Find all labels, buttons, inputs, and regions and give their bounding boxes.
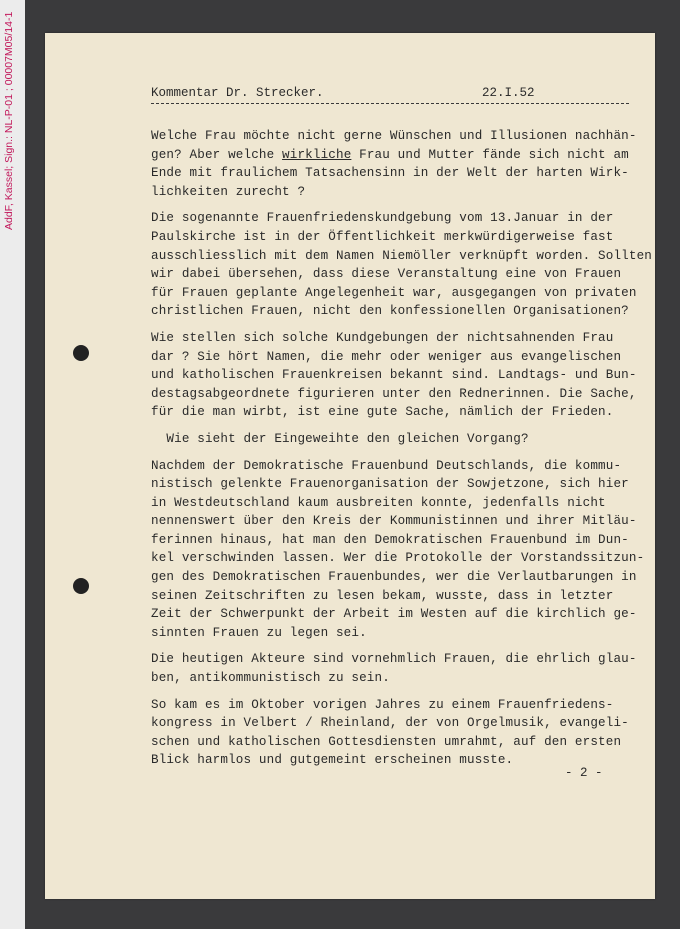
text-line: Zeit der Schwerpunkt der Arbeit im Westen auf die kirchlich ge- <box>151 607 637 622</box>
text-line: Welche Frau möchte nicht gerne Wünschen und Illusionen nachhän- <box>151 129 637 143</box>
text-line: christlichen Frauen, nicht den konfessionellen Organisationen? <box>151 304 629 319</box>
archive-margin <box>0 0 25 929</box>
paragraph <box>151 127 637 201</box>
text-line: nennenswert über den Kreis der Kommunistinnen und ihrer Mitläu- <box>151 514 637 529</box>
paragraph <box>151 650 637 687</box>
text-line: Nachdem der Demokratische Frauenbund Deutschlands, die kommu- <box>151 458 622 473</box>
document-body <box>151 127 652 778</box>
text-line: gen? Aber welche wirkliche Frau und Mutter fände sich nicht am <box>151 147 629 162</box>
text-line: dar ? Sie hört Namen, die mehr oder weniger aus evangelischen <box>151 349 622 364</box>
paragraph <box>151 457 645 643</box>
text-line: ben, antikommunistisch zu sein. <box>151 671 390 686</box>
text-line: für Frauen geplante Angelegenheit war, ausgegangen von privaten <box>151 285 637 300</box>
text-line: Die heutigen Akteure sind vornehmlich Frauen, die ehrlich glau- <box>151 652 637 667</box>
punch-hole-top <box>73 345 89 361</box>
text-line: und katholischen Frauenkreisen bekannt sind. Landtags- und Bun- <box>151 368 637 383</box>
text-line: ferinnen hinaus, hat man den Demokratischen Frauenbund im Dun- <box>151 532 629 547</box>
document-title: Kommentar Dr. Strecker. <box>151 86 324 100</box>
paragraph <box>151 430 637 449</box>
text-line: schen und katholischen Gottesdiensten umrahmt, auf den ersten <box>151 734 622 749</box>
archive-signature: AddF, Kassel; Sign.: NL-P-01 ; 00007M05/14-1 <box>3 11 15 230</box>
text-line: ausschliesslich mit dem Namen Niemöller verknüpft worden. Sollten <box>151 248 652 263</box>
text-line: wir dabei übersehen, dass diese Veranstaltung eine von Frauen <box>151 267 622 282</box>
punch-hole-bottom <box>73 578 89 594</box>
document-date: 22.I.52 <box>482 86 535 100</box>
text-line: nistisch gelenkte Frauenorganisation der Sowjetzone, sich hier <box>151 477 629 492</box>
text-line: Wie stellen sich solche Kundgebungen der nichtsahnenden Frau <box>151 330 614 345</box>
text-line: sinnten Frauen zu legen sei. <box>151 625 367 640</box>
text-line: Die sogenannte Frauenfriedenskundgebung vom 13.Januar in der <box>151 211 614 226</box>
text-line: für die man wirbt, ist eine gute Sache, nämlich der Frieden. <box>151 405 614 420</box>
text-line: Blick harmlos und gutgemeint erscheinen musste. <box>151 753 514 768</box>
text-line: Ende mit fraulichem Tatsachensinn in der Welt der harten Wirk- <box>151 166 629 181</box>
text-line: Paulskirche ist in der Öffentlichkeit merkwürdigerweise fast <box>151 229 614 244</box>
text-line: gen des Demokratischen Frauenbundes, wer die Verlautbarungen in <box>151 570 637 585</box>
paragraph <box>151 209 652 321</box>
text-line: in Westdeutschland kaum ausbreiten konnte, jedenfalls nicht <box>151 495 606 510</box>
page-number: - 2 - <box>565 766 603 780</box>
underlined-word: wirkliche <box>282 147 352 162</box>
header-divider <box>151 103 629 104</box>
text-line: seinen Zeitschriften zu lesen bekam, wusste, dass in letzter <box>151 588 614 603</box>
document-header <box>151 86 631 100</box>
text-line: So kam es im Oktober vorigen Jahres zu einem Frauenfriedens- <box>151 697 614 712</box>
paragraph <box>151 329 637 422</box>
paragraph <box>151 696 637 770</box>
document-page <box>45 33 655 899</box>
text-line: kongress in Velbert / Rheinland, der von Orgelmusik, evangeli- <box>151 716 629 731</box>
text-line: lichkeiten zurecht ? <box>151 184 306 199</box>
text-line: Wie sieht der Eingeweihte den gleichen Vorgang? <box>151 431 529 446</box>
text-line: kel verschwinden lassen. Wer die Protokolle der Vorstandssitzun- <box>151 551 645 566</box>
text-line: destagsabgeordnete figurieren unter den Rednerinnen. Die Sache, <box>151 386 637 401</box>
